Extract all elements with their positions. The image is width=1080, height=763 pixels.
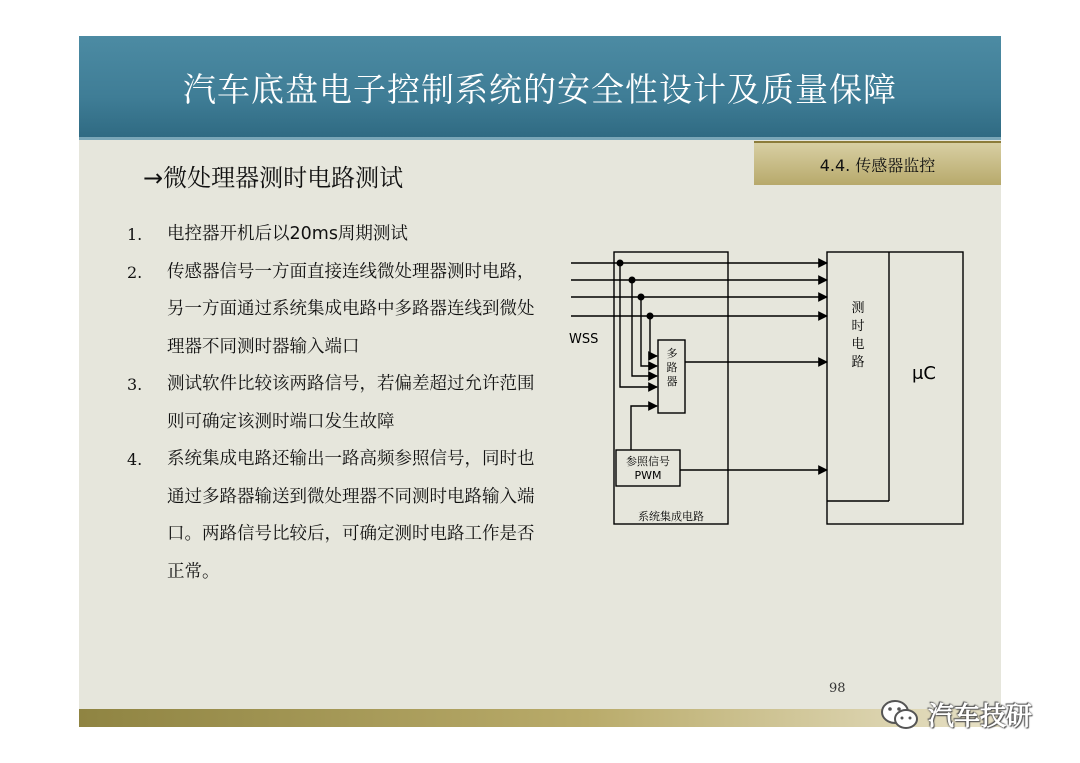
page-number: 98 [829, 681, 846, 696]
ic-label: 系统集成电路 [638, 510, 704, 523]
list-text: 传感器信号一方面直接连线微处理器测时电路，另一方面通过系统集成电路中多路器连线到微处理器不同测时器输入端口 [167, 261, 535, 357]
list-number: 3. [127, 375, 143, 394]
wss-label: WSS [569, 332, 599, 347]
ic-box [614, 252, 728, 524]
mcu-label: μC [911, 363, 937, 384]
slide-subtitle: →微处理器测时电路测试 [143, 164, 404, 192]
mux-box [658, 340, 685, 413]
reference-label-1: 参照信号 [626, 455, 670, 468]
reference-box [616, 450, 680, 486]
list-text: 系统集成电路还输出一路高频参照信号，同时也通过多路器输送到微处理器不同测时电路输入端口。两路信号比较后，可确定测时电路工作是否正常。 [167, 449, 535, 582]
reference-label-2: PWM [634, 469, 662, 482]
list-item [127, 441, 547, 591]
timer-label: 测时电路 [851, 301, 865, 370]
list-number: 2. [127, 262, 143, 282]
bottom-bar [79, 709, 1001, 727]
list-number: 4. [127, 450, 143, 469]
list-item [127, 216, 547, 254]
watermark-text: 汽车技研 [928, 702, 1033, 732]
watermark [880, 696, 1032, 733]
list-text: 电控器开机后以20ms周期测试 [167, 224, 408, 244]
list-item [127, 366, 547, 441]
mux-label: 多路器 [666, 347, 678, 388]
list-number: 1. [127, 225, 143, 244]
wechat-icon [880, 698, 920, 732]
list-item [127, 254, 547, 367]
list-text: 测试软件比较该两路信号，若偏差超过允许范围则可确定该测时端口发生故障 [167, 374, 535, 432]
mcu-box [827, 252, 963, 524]
bullet-list [127, 216, 547, 591]
title-bar [79, 36, 1001, 138]
slide [79, 36, 1001, 727]
section-tab: 4.4. 传感器监控 [754, 141, 1001, 185]
slide-title: 汽车底盘电子控制系统的安全性设计及质量保障 [183, 69, 897, 109]
